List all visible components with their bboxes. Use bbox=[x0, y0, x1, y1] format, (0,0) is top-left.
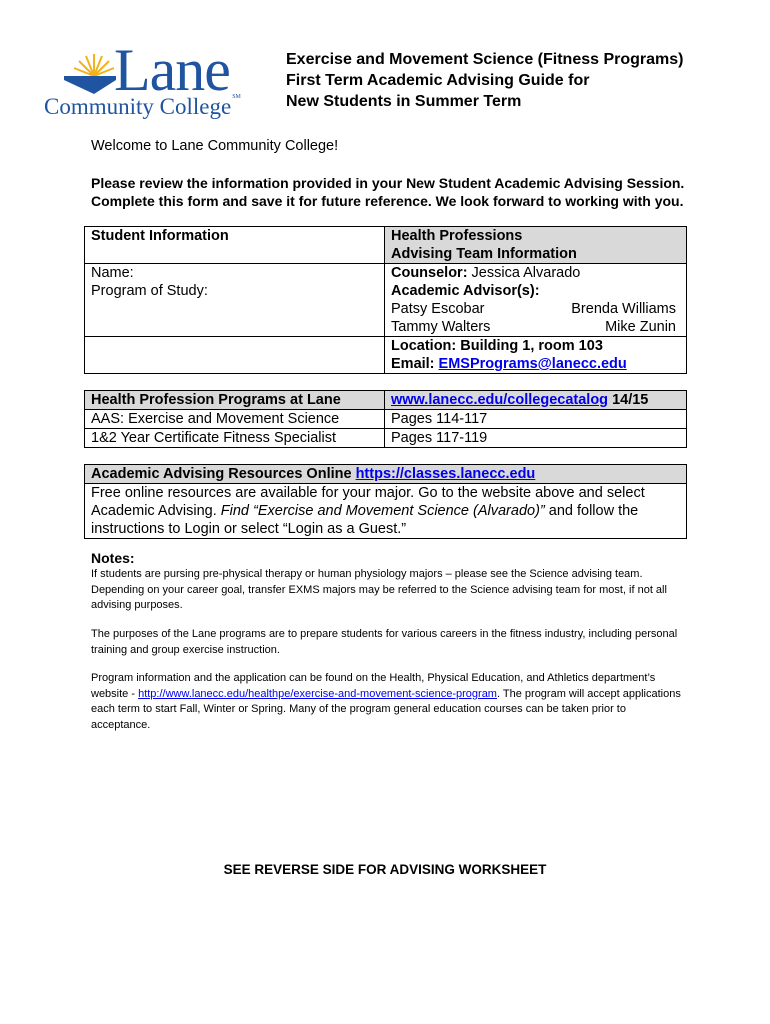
programs-table bbox=[84, 390, 687, 448]
intro-text: Please review the information provided in your New Student Academic Advising Session. Complete this form and save it for future reference. We look forward to working with you. bbox=[91, 175, 685, 209]
footer-note: SEE REVERSE SIDE FOR ADVISING WORKSHEET bbox=[223, 862, 547, 877]
notes-heading: Notes: bbox=[91, 550, 135, 566]
welcome-text: Welcome to Lane Community College! bbox=[91, 138, 339, 154]
program-name: AAS: Exercise and Movement Science bbox=[85, 410, 385, 429]
notes-paragraph: Program information and the application can be found on the Health, Physical Education, and Athletics department’s website - http://www.lanecc.edu/healthpe/exercise-and-movement-science-program. The program will accept applications each term to start Fall, Winter or Spring. Many of the program general education courses can be taken prior to acceptance. bbox=[91, 672, 681, 731]
catalog-header: www.lanecc.edu/collegecatalog 14/15 bbox=[385, 391, 687, 410]
table-row bbox=[85, 410, 687, 429]
advising-team-header: Health Professions Advising Team Information bbox=[385, 227, 687, 264]
program-pages: Pages 117-119 bbox=[385, 429, 687, 448]
student-info-table bbox=[84, 226, 687, 374]
resources-table bbox=[84, 464, 687, 539]
resources-header: Academic Advising Resources Online https://classes.lanecc.edu bbox=[85, 465, 687, 484]
logo-wordmark: Lane bbox=[114, 37, 230, 103]
table-row bbox=[85, 429, 687, 448]
page-title: Exercise and Movement Science (Fitness Programs) First Term Academic Advising Guide for New Students in Summer Term bbox=[286, 51, 684, 110]
classes-link[interactable]: https://classes.lanecc.edu bbox=[355, 466, 536, 482]
counselor-cell: Counselor: Jessica Alvarado Academic Advisor(s): Patsy Escobar Brenda Williams Tammy Walters Mike Zunin bbox=[385, 264, 687, 337]
location-cell: Location: Building 1, room 103 Email: EMSPrograms@lanecc.edu bbox=[385, 337, 687, 374]
student-info-header: Student Information bbox=[85, 227, 385, 264]
notes-paragraph: If students are pursing pre-physical therapy or human physiology majors – please see the Science advising team. Depending on your career goal, transfer EXMS majors may be referred to the Science advising team for most, if not all advising purposes. bbox=[91, 568, 667, 611]
program-link[interactable]: http://www.lanecc.edu/healthpe/exercise-and-movement-science-program bbox=[138, 687, 497, 700]
logo-subtitle: Community College℠ bbox=[44, 94, 241, 119]
blank-cell bbox=[85, 337, 385, 374]
program-pages: Pages 114-117 bbox=[385, 410, 687, 429]
catalog-link[interactable]: www.lanecc.edu/collegecatalog bbox=[391, 392, 609, 408]
notes-paragraph: The purposes of the Lane programs are to prepare students for various careers in the fitness industry, including personal training and group exercise instruction. bbox=[91, 628, 678, 656]
programs-header: Health Profession Programs at Lane bbox=[85, 391, 385, 410]
name-field[interactable]: Name: Program of Study: bbox=[85, 264, 385, 337]
resources-body: Free online resources are available for your major. Go to the website above and select Academic Advising. Find “Exercise and Movement Science (Alvarado)” and follow the instructions to Login or select “Login as a Guest.” bbox=[85, 484, 687, 539]
program-name: 1&2 Year Certificate Fitness Specialist bbox=[85, 429, 385, 448]
lane-logo bbox=[42, 37, 257, 124]
email-link[interactable]: EMSPrograms@lanecc.edu bbox=[438, 356, 627, 372]
sunrise-icon bbox=[64, 50, 116, 94]
